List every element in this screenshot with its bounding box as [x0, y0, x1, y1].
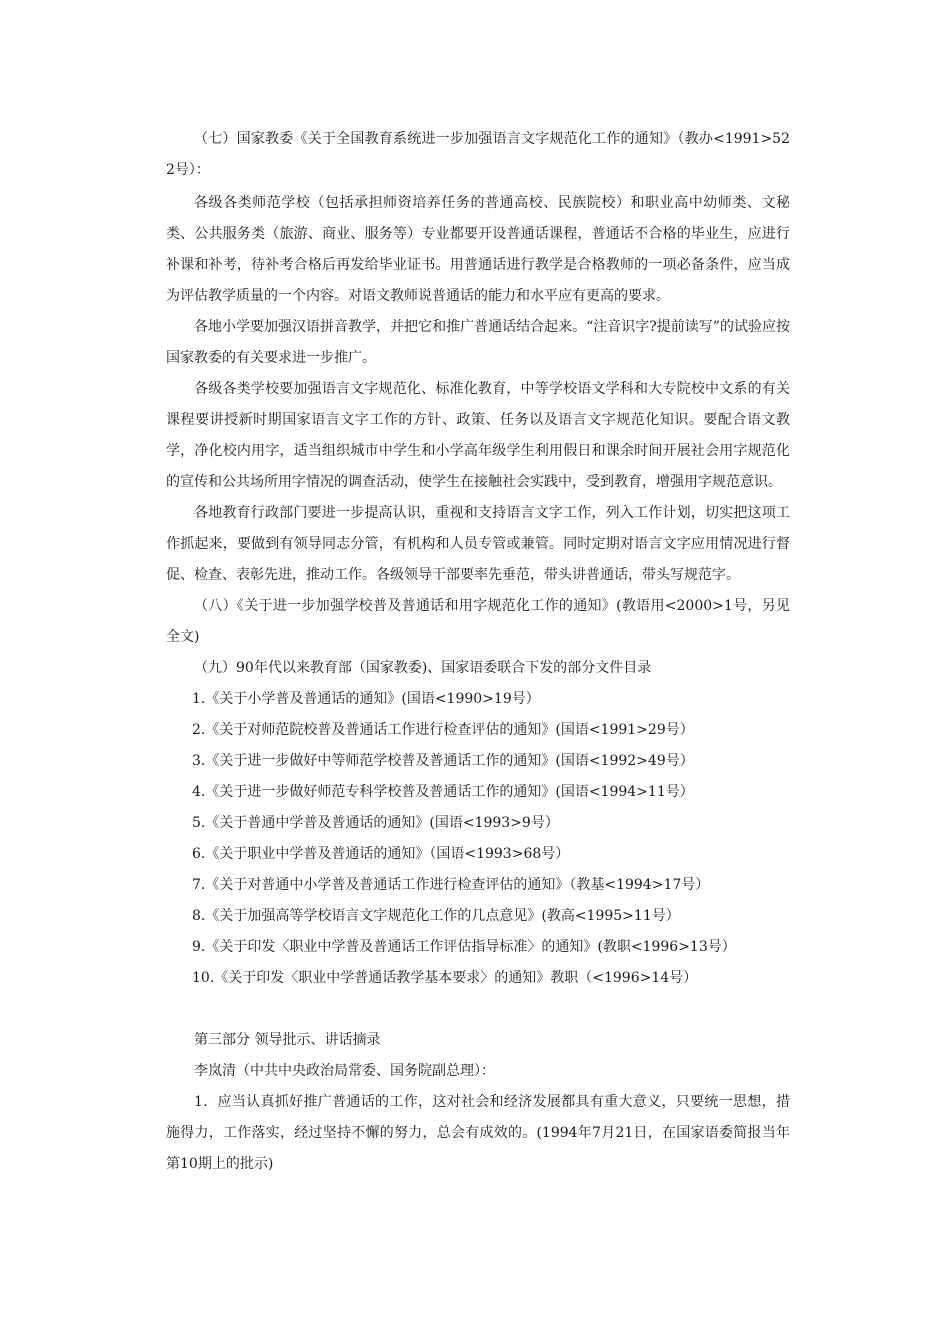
section-7-paragraph-3: 各级各类学校要加强语言文字规范化、标准化教育，中等学校语文学科和大专院校中文系的有关课程要讲授新时期国家语言文字工作的方针、政策、任务以及语言文字规范化知识。要配合语文教学，净化校内用字，适当组织城市中学生和小学高年级学生利用假日和课余时间开展社会用字规范化的宣传和公共场所用字情况的调查活动，使学生在接触社会实践中，受到教育，增强用字规范意识。: [166, 381, 790, 490]
section-7-paragraph-4: 各地教育行政部门要进一步提高认识，重视和支持语言文字工作，列入工作计划，切实把这项工作抓起来，要做到有领导同志分管，有机构和人员专管或兼管。同时定期对语言文字应用情况进行督促、检查、表彰先进，推动工作。各级领导干部要率先垂范，带头讲普通话，带头写规范字。: [166, 505, 790, 583]
list-item: 2.《关于对师范院校普及普通话工作进行检查评估的通知》(国语<1991>29号）: [192, 722, 694, 738]
speaker-line: 李岚清（中共中央政治局常委、国务院副总理）：: [194, 1063, 495, 1079]
list-item: 9.《关于印发〈职业中学普及普通话工作评估指导标准〉的通知》(教职<1996>13号）: [192, 939, 736, 955]
section-7-heading: （七）国家教委《关于全国教育系统进一步加强语言文字规范化工作的通知》（教办<1991>522号）：: [166, 131, 790, 178]
section-7-paragraph-2: 各地小学要加强汉语拼音教学，并把它和推广普通话结合起来。“注音识字?提前读写”的试验应按国家教委的有关要求进一步推广。: [166, 319, 790, 366]
document-body: [166, 124, 790, 1180]
section-7-paragraph-1: 各级各类师范学校（包括承担师资培养任务的普通高校、民族院校）和职业高中幼师类、文秘类、公共服务类（旅游、商业、服务等）专业都要开设普通话课程，普通话不合格的毕业生，应进行补课和补考，待补考合格后再发给毕业证书。用普通话进行教学是合格教师的一项必备条件，应当成为评估教学质量的一个内容。对语文教师说普通话的能力和水平应有更高的要求。: [166, 195, 790, 304]
document-list: [166, 684, 790, 994]
list-item: 10.《关于印发〈职业中学普通话教学基本要求〉的通知》教职（<1996>14号）: [192, 970, 698, 986]
list-item: 1.《关于小学普及普通话的通知》(国语<1990>19号）: [192, 691, 540, 707]
list-item: 8.《关于加强高等学校语言文字规范化工作的几点意见》(教高<1995>11号）: [192, 908, 680, 924]
section-9-heading: （九）90年代以来教育部（国家教委)、国家语委联合下发的部分文件目录: [194, 660, 652, 676]
list-item: 6.《关于职业中学普及普通话的通知》（国语<1993>68号）: [192, 846, 570, 862]
list-item: 4.《关于进一步做好师范专科学校普及普通话工作的通知》(国语<1994>11号）: [192, 784, 694, 800]
part-3-title: 第三部分 领导批示、讲话摘录: [194, 1032, 381, 1048]
blank-line: [166, 994, 790, 1025]
part-3-paragraph-1: 1．应当认真抓好推广普通话的工作，这对社会和经济发展都具有重大意义，只要统一思想，措施得力，工作落实，经过坚持不懈的努力，总会有成效的。(1994年7月21日，在国家语委简报当年第10期上的批示): [166, 1094, 790, 1172]
section-8-heading: （八）《关于进一步加强学校普及普通话和用字规范化工作的通知》(教语用<2000>1号，另见全文): [166, 598, 790, 645]
list-item: 3.《关于进一步做好中等师范学校普及普通话工作的通知》(国语<1992>49号）: [192, 753, 694, 769]
list-item: 5.《关于普通中学普及普通话的通知》(国语<1993>9号）: [192, 815, 559, 831]
list-item: 7.《关于对普通中小学普及普通话工作进行检查评估的通知》（教基<1994>17号）: [192, 877, 710, 893]
